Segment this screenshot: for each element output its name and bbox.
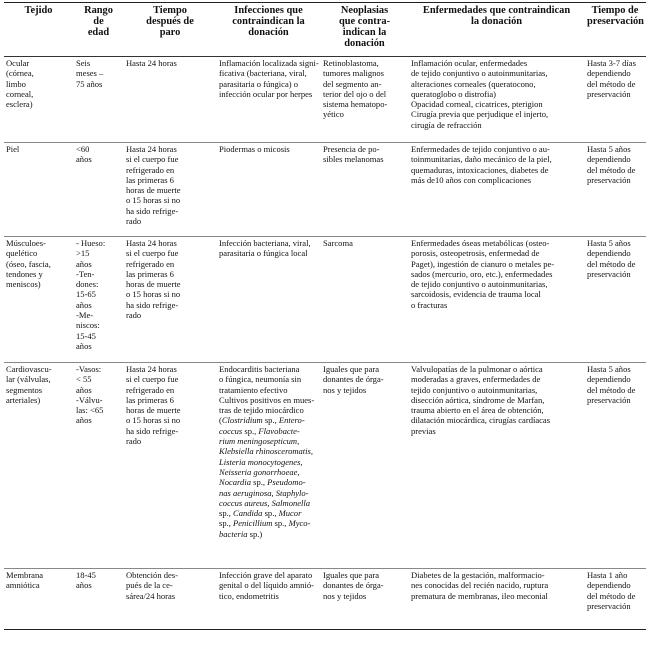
tiempo-paro-cell bbox=[124, 57, 217, 143]
italic-segment: Listeria monocytogenes, bbox=[219, 456, 303, 467]
header-line: paro bbox=[159, 27, 181, 38]
cell-line bbox=[219, 238, 318, 248]
table-row bbox=[4, 363, 646, 569]
cell-line: moderadas a graves, enfermedades de bbox=[411, 374, 541, 385]
cell-line: Ocular bbox=[6, 58, 30, 68]
italic-segment: Candida bbox=[233, 508, 263, 519]
header-line: indican la bbox=[342, 27, 387, 38]
text-segment: Cultivos positivos en mues- bbox=[219, 394, 315, 405]
text-segment: o fúngica, neumonía sin bbox=[219, 374, 302, 385]
cell-line: sados (mercurio, oro, etc.), enfermedades bbox=[411, 268, 553, 279]
column-header bbox=[217, 3, 321, 57]
cell-line: Membrana bbox=[6, 570, 44, 580]
preservacion-cell bbox=[585, 569, 646, 630]
header-line: después de bbox=[146, 16, 194, 27]
cell-line: Hasta 24 horas bbox=[126, 144, 177, 154]
text-segment: Inflamación localizada signi- bbox=[219, 58, 319, 68]
cell-line: Seis bbox=[76, 58, 91, 68]
tejido-cell bbox=[4, 57, 74, 143]
cell-line: Diabetes de la gestación, malformacio- bbox=[411, 570, 545, 580]
text-segment: sp., bbox=[272, 518, 289, 529]
text-segment: sp.) bbox=[247, 528, 263, 539]
cell-line: las primeras 6 bbox=[126, 394, 174, 405]
cell-line: alteraciones corneales (queratocono, bbox=[411, 78, 536, 89]
header-line: Tiempo bbox=[153, 5, 187, 16]
cell-line: dependiendo bbox=[587, 154, 631, 165]
cell-line: disección aórtica, síndrome de Marfan, bbox=[411, 394, 545, 405]
text-segment: parasitaria o fúngica local bbox=[219, 248, 308, 259]
cell-line: preservación bbox=[587, 394, 631, 405]
text-segment: tratamiento efectivo bbox=[219, 384, 288, 395]
tejido-cell bbox=[4, 569, 74, 630]
header-line: contraindican la bbox=[232, 16, 305, 27]
cell-line: ha sido refrige- bbox=[126, 205, 179, 216]
cell-line: dependiendo bbox=[587, 248, 631, 259]
cell-line: pués de la ce- bbox=[126, 580, 173, 591]
italic-segment: nas aeruginosa, Staphylo- bbox=[219, 487, 309, 498]
cell-line: del método de bbox=[587, 164, 636, 175]
cell-line bbox=[219, 68, 318, 78]
rango-edad-cell bbox=[74, 143, 124, 237]
cell-line bbox=[219, 364, 318, 374]
cell-line: sárea/24 horas bbox=[126, 590, 176, 601]
table-body bbox=[4, 57, 646, 630]
text-segment: ficativa (bacteriana, viral, bbox=[219, 68, 307, 79]
italic-segment: Entero- bbox=[278, 415, 305, 426]
text-segment: tras de tejido miocárdico bbox=[219, 405, 304, 416]
rango-edad-cell bbox=[74, 363, 124, 569]
cell-line: tumores malignos bbox=[323, 68, 385, 79]
text-segment: infección ocular por herpes bbox=[219, 88, 313, 99]
cell-line: rado bbox=[126, 216, 142, 227]
neoplasias-cell bbox=[321, 237, 409, 363]
cell-line: porosis, osteopetrosis, enfermedad de bbox=[411, 248, 540, 259]
cell-line: rado bbox=[126, 310, 142, 321]
cell-line: donantes de órga- bbox=[323, 374, 384, 385]
cell-line bbox=[219, 446, 318, 456]
header-line: Tiempo de bbox=[591, 5, 639, 16]
cell-line: años bbox=[76, 299, 92, 310]
cell-line: años bbox=[76, 384, 92, 395]
table-row bbox=[4, 143, 646, 237]
enfermedades-cell bbox=[409, 569, 585, 630]
cell-line: (óseo, fascia, bbox=[6, 258, 51, 269]
cell-line: nos y tejidos bbox=[323, 384, 367, 395]
cell-line bbox=[219, 467, 318, 477]
text-segment: sp., bbox=[219, 508, 234, 519]
text-segment: genital o del líquido amnió- bbox=[219, 580, 314, 591]
neoplasias-cell bbox=[321, 143, 409, 237]
cell-line: < 55 bbox=[76, 374, 92, 385]
cell-line: Cardiovascu- bbox=[6, 364, 52, 374]
cell-line: <60 bbox=[76, 144, 90, 154]
cell-line: preservación bbox=[587, 174, 631, 185]
infecciones-cell bbox=[217, 569, 321, 630]
cell-line bbox=[219, 477, 318, 487]
cell-line: Hasta 24 horas bbox=[126, 364, 177, 374]
text-segment: Piodermas o micosis bbox=[219, 144, 290, 154]
italic-segment: coccus bbox=[219, 425, 243, 436]
cell-line bbox=[219, 385, 318, 395]
cell-line: - Hueso: bbox=[76, 238, 106, 248]
header-line: la donación bbox=[470, 16, 523, 27]
tiempo-paro-cell bbox=[124, 363, 217, 569]
cell-line: Obtención des- bbox=[126, 570, 178, 580]
cell-line: si el cuerpo fue bbox=[126, 154, 179, 165]
cell-line: o 15 horas si no bbox=[126, 289, 181, 300]
italic-segment: Penicillium bbox=[233, 518, 273, 529]
cell-line: prematura de membranas, ileo meconial bbox=[411, 590, 548, 601]
cell-line: más de10 años con complicaciones bbox=[411, 174, 532, 185]
cell-line: del método de bbox=[587, 590, 636, 601]
cell-line: -Válvu- bbox=[76, 394, 103, 405]
cell-line bbox=[219, 58, 318, 68]
text-segment: sp., bbox=[250, 477, 268, 488]
text-segment: Endocarditis bacteriana bbox=[219, 364, 300, 374]
header-line: preservación bbox=[587, 16, 644, 27]
cell-line bbox=[219, 79, 318, 89]
cell-line: nes conocidas del recién nacido, ruptura bbox=[411, 580, 549, 591]
cell-line: años bbox=[76, 415, 92, 426]
cell-line: horas de muerte bbox=[126, 405, 181, 416]
column-header bbox=[409, 3, 585, 57]
cell-line: tendones y bbox=[6, 268, 43, 279]
cell-line: lar (válvulas, bbox=[6, 374, 51, 385]
cell-line: Iguales que para bbox=[323, 364, 380, 374]
text-segment: ( bbox=[219, 415, 222, 426]
cell-line bbox=[219, 248, 318, 258]
cell-line: años bbox=[76, 580, 92, 591]
header-line: edad bbox=[87, 27, 110, 38]
tejido-cell bbox=[4, 237, 74, 363]
header-line: donación bbox=[344, 38, 385, 49]
cell-line: esclera) bbox=[6, 99, 33, 110]
tejido-cell bbox=[4, 143, 74, 237]
table-row bbox=[4, 569, 646, 630]
cell-line: nos y tejidos bbox=[323, 590, 367, 601]
cell-line: dependiendo bbox=[587, 374, 631, 385]
cell-line: niscos: bbox=[76, 320, 100, 331]
cell-line: arteriales) bbox=[6, 394, 41, 405]
text-segment: Infección grave del aparato bbox=[219, 570, 313, 580]
preservacion-cell bbox=[585, 57, 646, 143]
text-segment: sp., bbox=[262, 415, 279, 426]
enfermedades-cell bbox=[409, 57, 585, 143]
cell-line: dependiendo bbox=[587, 68, 631, 79]
cell-line bbox=[219, 498, 318, 508]
cell-line: horas de muerte bbox=[126, 185, 181, 196]
italic-segment: Myco- bbox=[288, 518, 311, 529]
neoplasias-cell bbox=[321, 57, 409, 143]
cell-line: del método de bbox=[587, 78, 636, 89]
cell-line bbox=[219, 518, 318, 528]
cell-line: meses – bbox=[76, 68, 104, 79]
cell-line: Hasta 5 años bbox=[587, 238, 631, 248]
table-row bbox=[4, 57, 646, 143]
preservacion-cell bbox=[585, 237, 646, 363]
cell-line: 15-45 bbox=[76, 330, 96, 341]
cell-line: ha sido refrige- bbox=[126, 425, 179, 436]
text-segment: sp., bbox=[219, 518, 234, 529]
tiempo-paro-cell bbox=[124, 569, 217, 630]
cell-line: Valvulopatías de la pulmonar o aórtica bbox=[411, 364, 543, 374]
cell-line: Retinoblastoma, bbox=[323, 58, 379, 68]
cell-line bbox=[219, 415, 318, 425]
cell-line: años bbox=[76, 258, 92, 269]
cell-line: las primeras 6 bbox=[126, 268, 174, 279]
header-line: de bbox=[93, 16, 104, 27]
cell-line: queratoglobo o distrofia) bbox=[411, 88, 496, 99]
cell-line: Sarcoma bbox=[323, 238, 353, 248]
cell-line: terior del ojo o del bbox=[323, 88, 387, 99]
header-line: Infecciones que bbox=[234, 5, 303, 16]
cell-line bbox=[219, 426, 318, 436]
cell-line bbox=[219, 144, 318, 154]
cell-line: o fracturas bbox=[411, 299, 448, 310]
text-segment: parasitaria o fúngica) o bbox=[219, 78, 299, 89]
cell-line bbox=[219, 580, 318, 590]
cell-line: donantes de órga- bbox=[323, 580, 384, 591]
cell-line: cirugía de refracción bbox=[411, 119, 482, 130]
cell-line: tejido conjuntivo o autoinmunitarias, bbox=[411, 384, 538, 395]
cell-line bbox=[219, 395, 318, 405]
cell-line bbox=[219, 591, 318, 601]
header-line: donación bbox=[248, 27, 289, 38]
infecciones-cell bbox=[217, 57, 321, 143]
infecciones-cell bbox=[217, 237, 321, 363]
cell-line: Hasta 24 horas bbox=[126, 58, 177, 68]
cell-line: Enfermedades de tejido conjuntivo o au- bbox=[411, 144, 550, 154]
cell-line: toinmunitarias, daño mecánico de la piel, bbox=[411, 154, 552, 165]
cell-line: las primeras 6 bbox=[126, 174, 174, 185]
cell-line: Hasta 5 años bbox=[587, 144, 631, 154]
cell-line: sarcoidosis, evidencia de trauma local bbox=[411, 289, 541, 300]
cell-line: Hasta 5 años bbox=[587, 364, 631, 374]
header-line: Tejido bbox=[24, 5, 53, 16]
cell-line: Opacidad corneal, cicatrices, pterigion bbox=[411, 99, 543, 110]
cell-line: Hasta 3-7 días bbox=[587, 58, 636, 68]
column-header bbox=[124, 3, 217, 57]
cell-line: -Vasos: bbox=[76, 364, 102, 374]
italic-segment: Neisseria gonorrhoeae, bbox=[219, 466, 300, 477]
cell-line: -Me- bbox=[76, 310, 94, 321]
cell-line: 18-45 bbox=[76, 570, 96, 580]
cell-line: 15-65 bbox=[76, 289, 96, 300]
cell-line: quelético bbox=[6, 248, 38, 259]
cell-line: Hasta 24 horas bbox=[126, 238, 177, 248]
cell-line bbox=[219, 508, 318, 518]
tejido-cell bbox=[4, 363, 74, 569]
cell-line bbox=[219, 374, 318, 384]
cell-line: refrigerado en bbox=[126, 258, 175, 269]
column-header bbox=[585, 3, 646, 57]
cell-line: previas bbox=[411, 425, 436, 436]
cell-line: Presencia de po- bbox=[323, 144, 380, 154]
enfermedades-cell bbox=[409, 143, 585, 237]
cell-line: del método de bbox=[587, 258, 636, 269]
cell-line: trauma abierto en el área de obtención, bbox=[411, 405, 544, 416]
cell-line: años bbox=[76, 340, 92, 351]
table-header-row bbox=[4, 3, 646, 57]
cell-line: del método de bbox=[587, 384, 636, 395]
cell-line: segmentos bbox=[6, 384, 43, 395]
tiempo-paro-cell bbox=[124, 143, 217, 237]
italic-segment: Mucor bbox=[278, 508, 302, 519]
cell-line: o 15 horas si no bbox=[126, 195, 181, 206]
enfermedades-cell bbox=[409, 237, 585, 363]
italic-segment: Pseudomo- bbox=[267, 477, 306, 488]
preservacion-cell bbox=[585, 363, 646, 569]
cell-line: Inflamación ocular, enfermedades bbox=[411, 58, 528, 68]
column-header bbox=[321, 3, 409, 57]
cell-line: yético bbox=[323, 109, 344, 120]
cell-line bbox=[219, 436, 318, 446]
italic-segment: Nocardia bbox=[219, 477, 251, 488]
header-line: Enfermedades que contraindican bbox=[422, 5, 571, 16]
italic-segment: Klebsiella rhinosceromatis, bbox=[219, 446, 314, 457]
italic-segment: Clostridium bbox=[221, 415, 263, 426]
cell-line: Enfermedades óseas metabólicas (osteo- bbox=[411, 238, 550, 248]
cell-line bbox=[219, 457, 318, 467]
cell-line: Iguales que para bbox=[323, 570, 380, 580]
cell-line bbox=[219, 89, 318, 99]
cell-line: amniótica bbox=[6, 580, 40, 591]
italic-segment: coccus aureus, Salmonella bbox=[219, 497, 311, 508]
header-line: Neoplasias bbox=[340, 5, 389, 16]
cell-line: Hasta 1 año bbox=[587, 570, 628, 580]
cell-line: corneal, bbox=[6, 88, 34, 99]
cell-line: limbo bbox=[6, 78, 26, 89]
rango-edad-cell bbox=[74, 57, 124, 143]
cell-line: (córnea, bbox=[6, 68, 34, 79]
cell-line: -Ten- bbox=[76, 268, 95, 279]
text-segment: sp., bbox=[262, 508, 279, 519]
cell-line bbox=[219, 488, 318, 498]
cell-line: de tejido conjuntivo o autoinmunitarias, bbox=[411, 279, 548, 290]
enfermedades-cell bbox=[409, 363, 585, 569]
cell-line bbox=[219, 529, 318, 539]
cell-line: quemaduras, intoxicaciones, diabetes de bbox=[411, 164, 549, 175]
table-row bbox=[4, 237, 646, 363]
cell-line: dones: bbox=[76, 279, 99, 290]
text-segment: sp., bbox=[242, 425, 259, 436]
header-line: Rango bbox=[84, 5, 113, 16]
preservacion-cell bbox=[585, 143, 646, 237]
cell-line: dilatación miocárdica, cirugías cardíacas bbox=[411, 415, 551, 426]
text-segment: Infección bacteriana, viral, bbox=[219, 238, 311, 248]
cell-line: preservación bbox=[587, 88, 631, 99]
cell-line bbox=[219, 570, 318, 580]
cell-line: 75 años bbox=[76, 78, 103, 89]
cell-line: preservación bbox=[587, 600, 631, 611]
cell-line: refrigerado en bbox=[126, 164, 175, 175]
cell-line: de tejido conjuntivo o autoinmunitarias, bbox=[411, 68, 548, 79]
cell-line: dependiendo bbox=[587, 580, 631, 591]
cell-line: Piel bbox=[6, 144, 20, 154]
cell-line: refrigerado en bbox=[126, 384, 175, 395]
cell-line: horas de muerte bbox=[126, 279, 181, 290]
cell-line: las: <65 bbox=[76, 405, 104, 416]
cell-line: Cirugía previa que perjudique el injerto, bbox=[411, 109, 549, 120]
header-line: que contra- bbox=[338, 16, 391, 27]
cell-line: si el cuerpo fue bbox=[126, 248, 179, 259]
column-header bbox=[74, 3, 124, 57]
cell-line: Músculoes- bbox=[6, 238, 46, 248]
cell-line: preservación bbox=[587, 268, 631, 279]
neoplasias-cell bbox=[321, 569, 409, 630]
cell-line: si el cuerpo fue bbox=[126, 374, 179, 385]
italic-segment: Flavobacte- bbox=[258, 425, 300, 436]
cell-line: del segmento an- bbox=[323, 78, 382, 89]
neoplasias-cell bbox=[321, 363, 409, 569]
cell-line: o 15 horas si no bbox=[126, 415, 181, 426]
rango-edad-cell bbox=[74, 569, 124, 630]
cell-line: sibles melanomas bbox=[323, 154, 384, 165]
cell-line: meniscos) bbox=[6, 279, 41, 290]
infecciones-cell bbox=[217, 143, 321, 237]
tissue-donation-table bbox=[4, 2, 646, 630]
column-header bbox=[4, 3, 74, 57]
italic-segment: rium meningosepticum, bbox=[219, 436, 300, 447]
cell-line: sistema hematopo- bbox=[323, 99, 388, 110]
cell-line: rado bbox=[126, 436, 142, 447]
cell-line bbox=[219, 405, 318, 415]
tiempo-paro-cell bbox=[124, 237, 217, 363]
cell-line: años bbox=[76, 154, 92, 165]
infecciones-cell bbox=[217, 363, 321, 569]
cell-line: ha sido refrige- bbox=[126, 299, 179, 310]
cell-line: Paget), ingestión de cianuro o metales pe- bbox=[411, 258, 555, 269]
italic-segment: bacteria bbox=[219, 528, 248, 539]
text-segment: tico, endometritis bbox=[219, 590, 279, 601]
rango-edad-cell bbox=[74, 237, 124, 363]
cell-line: >15 bbox=[76, 248, 90, 259]
